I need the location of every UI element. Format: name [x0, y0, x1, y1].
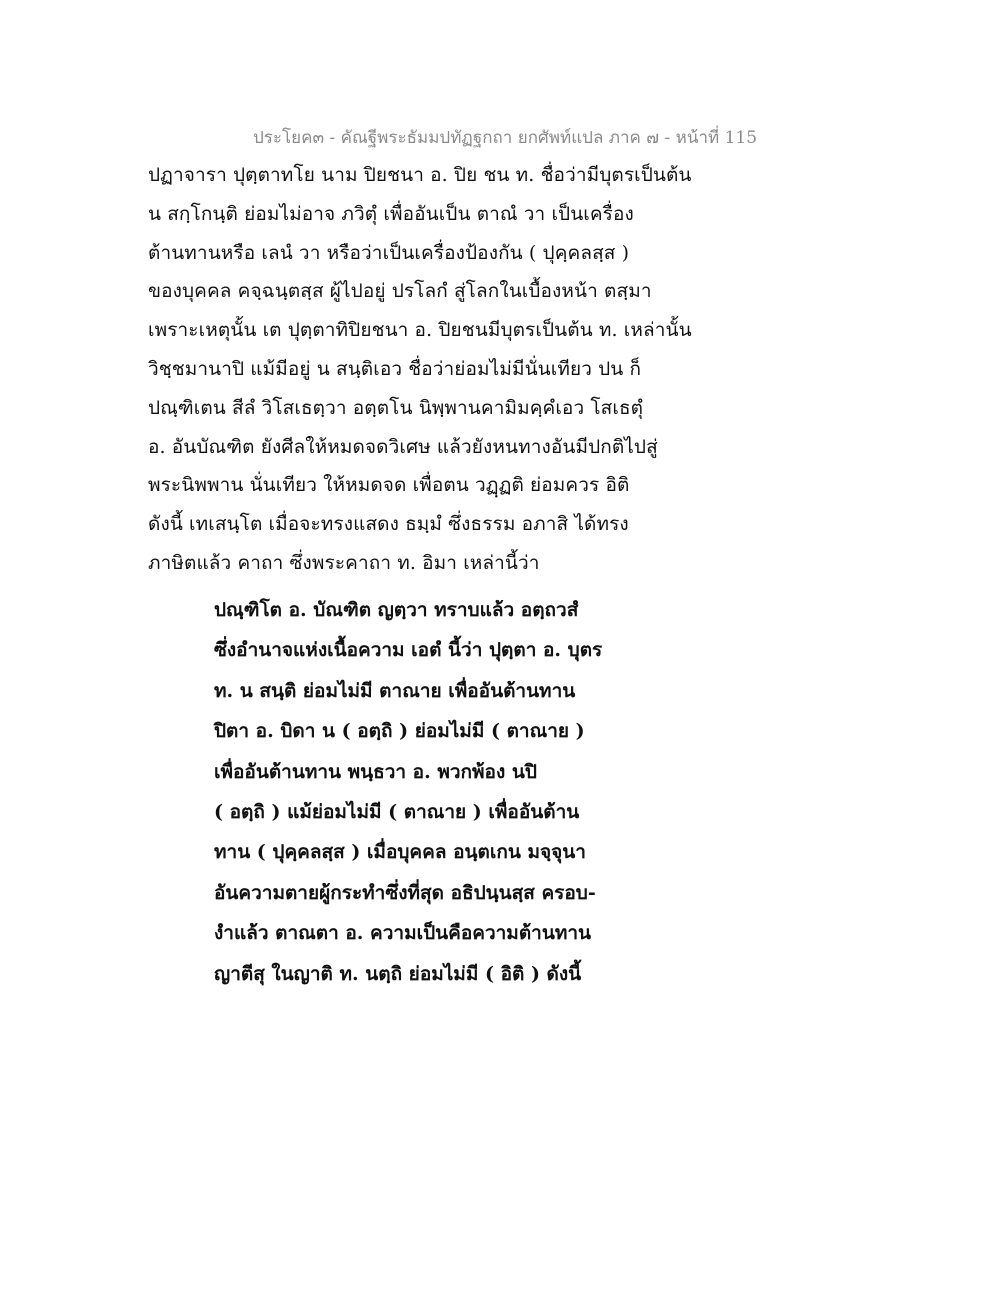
body-line: น สกฺโกนฺติ ย่อมไม่อาจ ภวิตุํ เพื่ออันเป็น ตาณํ วา เป็นเครื่อง	[148, 202, 634, 225]
body-line: เพราะเหตุนั้น เต ปุตฺตาทิปิยชนา อ. ปิยชนมีบุตรเป็นต้น ท. เหล่านั้น	[148, 319, 692, 342]
verse-line: ปิตา อ. บิดา น ( อตฺถิ ) ย่อมไม่มี ( ตาณาย )	[214, 720, 585, 743]
verse-line: อันความตายผู้กระทำซึ่งที่สุด อธิปนฺนสฺส ครอบ-	[214, 881, 596, 904]
body-line: ปฏาจารา ปุตฺตาทโย นาม ปิยชนา อ. ปิย ชน ท. ชื่อว่ามีบุตรเป็นต้น	[148, 164, 692, 186]
body-line: ภาษิตแล้ว คาถา ซึ่งพระคาถา ท. อิมา เหล่านี้ว่า	[148, 551, 540, 574]
body-line: ปณฺฑิเตน สีลํ วิโสเธตฺวา อตฺตโน นิพฺพานคามิมคฺคํเอว โสเธตุํ	[148, 396, 644, 419]
body-line: ต้านทานหรือ เลนํ วา หรือว่าเป็นเครื่องป้องกัน ( ปุคฺคลสฺส )	[148, 241, 630, 264]
body-line: ของบุคคล คจฺฉนฺตสฺส ผู้ไปอยู่ ปรโลกํ สู่โลกในเบื้องหน้า ตสฺมา	[148, 280, 652, 303]
page-header	[0, 124, 1000, 151]
body-line: พระนิพพาน นั่นเทียว ให้หมดจด เพื่อตน วฏฺฏติ ย่อมควร อิติ	[148, 474, 630, 497]
verse-line: ปณฺฑิโต อ. บัณฑิต ญตฺวา ทราบแล้ว อตฺถวสํ	[214, 599, 579, 621]
verse-line: ( อตฺถิ ) แม้ย่อมไม่มี ( ตาณาย ) เพื่ออันต้าน	[214, 800, 580, 823]
verse-line: ซึ่งอำนาจแห่งเนื้อความ เอตํ นี้ว่า ปุตฺตา อ. บุตร	[214, 639, 603, 662]
verse-line: งำแล้ว ตาณตา อ. ความเป็นคือความต้านทาน	[214, 922, 592, 945]
verse-line: ทาน ( ปุคฺคลสฺส ) เมื่อบุคคล อนฺตเกน มจฺจุนา	[214, 841, 586, 864]
body-line: อ. อันบัณฑิต ยังศีลให้หมดจดวิเศษ แล้วยังหนทางอันมีปกติไปสู่	[148, 435, 658, 458]
body-line: ดังนี้ เทเสนฺโต เมื่อจะทรงแสดง ธมฺมํ ซึ่งธรรม อภาสิ ได้ทรง	[148, 513, 629, 536]
body-line: วิชฺชมานาปิ แม้มีอยู่ น สนฺติเอว ชื่อว่าย่อมไม่มีนั่นเทียว ปน ก็	[148, 357, 642, 380]
body-paragraph	[148, 156, 848, 583]
verse-line: เพื่ออันต้านทาน พนฺธวา อ. พวกพ้อง นปิ	[214, 760, 537, 783]
verse-block	[214, 590, 854, 994]
running-title: ประโยค๓ - คัณฐีพระธัมมปทัฏฐกถา ยกศัพท์แปล ภาค ๗ - หน้าที่ 115	[252, 128, 758, 148]
verse-line: ญาตีสุ ในญาติ ท. นตฺถิ ย่อมไม่มี ( อิติ ) ดังนี้	[214, 962, 582, 985]
verse-line: ท. น สนฺติ ย่อมไม่มี ตาณาย เพื่ออันต้านทาน	[214, 679, 576, 702]
